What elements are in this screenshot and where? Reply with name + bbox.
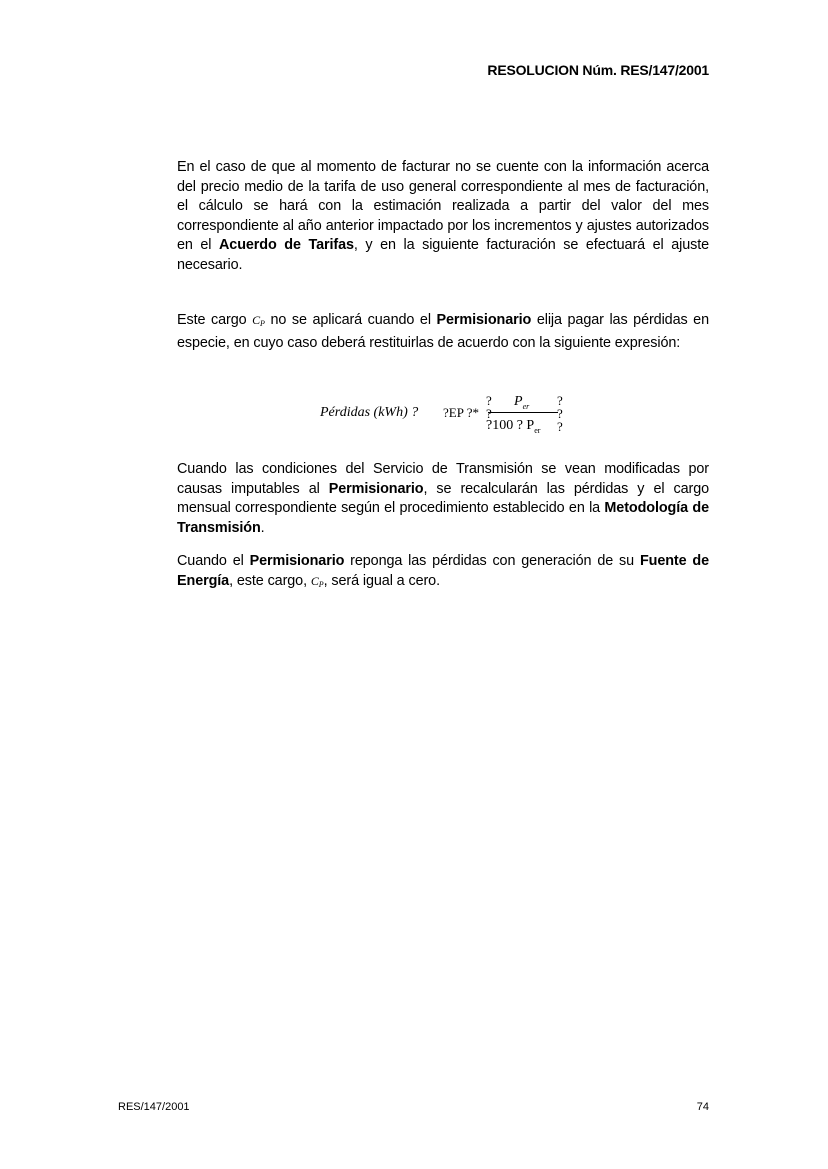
paragraph4-end: , será igual a cero. <box>323 572 440 589</box>
paragraph2-end: elija pagar las pérdidas en especie, en cuyo caso deberá restituirlas de acuerdo con la siguiente expresión: <box>177 312 709 351</box>
permisionario-term: Permisionario <box>436 312 532 328</box>
paragraph-cargo <box>177 311 709 353</box>
paragraph1-end: , y en la siguiente facturación se efectuará el ajuste necesario. <box>177 237 709 273</box>
cp-variable: $C_P$ <box>252 313 265 328</box>
permisionario-term: Permisionario <box>328 480 424 497</box>
paragraph4-mid2: , este cargo, <box>229 572 311 589</box>
fuente-de-energia-term: Fuente de Energía <box>177 553 710 589</box>
formula-ep: ?EP ?* <box>443 405 479 420</box>
formula-bracket-top-right: ? <box>557 393 563 408</box>
fraction-bar <box>488 412 558 413</box>
permisionario-term: Permisionario <box>249 553 345 569</box>
formula-lhs: Pérdidas (kWh) ? <box>320 405 419 420</box>
paragraph-recalculation <box>177 460 709 538</box>
paragraph3-text: Cuando las condiciones del Servicio de Transmisión se vean modificadas por causas imputables al <box>177 461 709 497</box>
paragraph4-text: Cuando el <box>177 553 250 569</box>
document-header: RESOLUCION Núm. RES/147/2001 <box>487 62 709 78</box>
paragraph2-mid: no se aplicará cuando el <box>264 312 437 328</box>
formula-bracket-mid-right: ? <box>557 406 563 421</box>
formula-bracket-mid-left: ? <box>486 406 492 421</box>
paragraph3-mid: , se recalcularán las pérdidas y el cargo mensual correspondiente según el procedimiento establecido en la <box>177 480 709 516</box>
paragraph3-end: . <box>260 519 265 536</box>
metodologia-term: Metodología de Transmisión <box>177 500 709 536</box>
acuerdo-de-tarifas: Acuerdo de Tarifas <box>219 237 354 253</box>
formula-denominator: ?100 ? $P_{er}$ <box>486 418 541 435</box>
formula-bracket-bottom-right: ? <box>557 419 563 434</box>
formula-numerator: $P_{er}$ <box>514 394 530 411</box>
formula-bracket-top-left: ? <box>486 393 492 408</box>
footer-reference: RES/147/2001 <box>118 1101 190 1113</box>
paragraph-replacement <box>177 552 709 594</box>
paragraph4-mid: reponga las pérdidas con generación de su <box>344 553 640 569</box>
cp-variable: $C_P$ <box>310 573 324 589</box>
paragraph1-text: En el caso de que al momento de facturar no se cuente con la información acerca del precio medio de la tarifa de uso general correspondiente al mes de facturación, el cálculo se hará con la estimación realizada a partir del valor del mes correspondiente al año anterior impactado por los incrementos y ajustes autorizados en el <box>177 159 709 253</box>
paragraph2-text: Este cargo <box>177 312 253 328</box>
page-number: 74 <box>696 1101 709 1113</box>
paragraph-estimation <box>177 158 709 275</box>
